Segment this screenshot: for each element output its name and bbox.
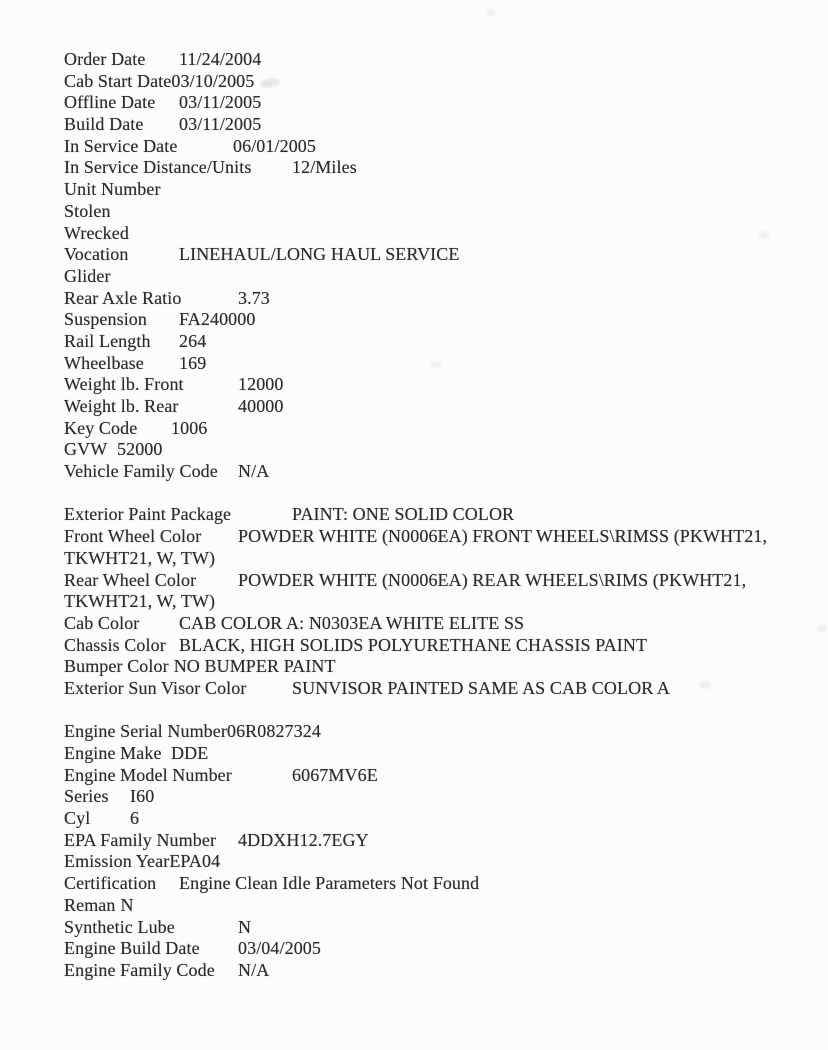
row-engine-serial-number-value: 06R0827324 [226, 721, 321, 742]
row-series-label: Series [64, 786, 109, 807]
row-certification-label: Certification [64, 873, 157, 894]
document-text-block [64, 49, 824, 982]
row-cyl-label: Cyl [64, 808, 91, 829]
row-unit-number-label: Unit Number [64, 179, 161, 200]
row-bumper-color-label: Bumper Color [64, 656, 169, 677]
row-in-service-date [64, 136, 824, 158]
row-engine-serial-number [64, 721, 824, 743]
row-cab-color-value: CAB COLOR A: N0303EA WHITE ELITE SS [179, 612, 525, 633]
row-weight-front [64, 374, 824, 396]
row-wheelbase-value: 169 [179, 352, 207, 373]
row-vocation-label: Vocation [64, 244, 129, 265]
row-gvw-label: GVW [64, 439, 108, 460]
row-bumper-color [64, 656, 824, 678]
row-suspension [64, 309, 824, 331]
row-reman [64, 895, 824, 917]
row-series-value: I60 [130, 786, 155, 807]
row-weight-rear-label: Weight lb. Rear [64, 396, 179, 416]
row-synthetic-lube [64, 917, 824, 939]
row-build-date-value: 03/11/2005 [179, 114, 262, 135]
row-engine-model-number-value: 6067MV6E [292, 764, 378, 785]
row-rear-wheel-color-label: Rear Wheel Color [64, 569, 197, 590]
row-offline-date-label: Offline Date [64, 92, 156, 113]
row-order-date-label: Order Date [64, 49, 146, 69]
row-wrecked [64, 223, 824, 245]
row-in-service-distance [64, 157, 824, 179]
row-chassis-color-value: BLACK, HIGH SOLIDS POLYURETHANE CHASSIS PAINT [179, 634, 648, 655]
row-front-wheel-color-wrap-text: TKWHT21, W, TW) [64, 547, 216, 568]
row-engine-family-code-label: Engine Family Code [64, 959, 215, 980]
row-front-wheel-color-value: POWDER WHITE (N0006EA) FRONT WHEELS\RIMSS (PKWHT21, [238, 526, 768, 547]
row-weight-front-label: Weight lb. Front [64, 374, 184, 395]
row-certification-value: Engine Clean Idle Parameters Not Found [179, 873, 480, 894]
row-exterior-paint-package-value: PAINT: ONE SOLID COLOR [292, 504, 515, 525]
row-stolen [64, 201, 824, 223]
row-front-wheel-color-label: Front Wheel Color [64, 526, 202, 547]
row-engine-serial-number-label: Engine Serial Number [64, 721, 227, 742]
row-emission-year-value: EPA04 [169, 851, 221, 872]
row-rear-axle-ratio [64, 288, 824, 310]
row-reman-label: Reman [64, 894, 116, 915]
row-in-service-date-label: In Service Date [64, 135, 178, 156]
row-engine-model-number [64, 765, 824, 787]
row-rear-axle-ratio-value: 3.73 [238, 287, 270, 308]
row-cyl-value: 6 [130, 808, 140, 829]
row-epa-family-number-value: 4DDXH12.7EGY [238, 829, 369, 850]
row-emission-year-label: Emission Year [64, 851, 170, 872]
row-glider-label: Glider [64, 265, 111, 286]
row-build-date [64, 114, 824, 136]
row-wheelbase-label: Wheelbase [64, 352, 144, 373]
row-weight-rear-value: 40000 [238, 396, 284, 416]
row-wheelbase [64, 353, 824, 375]
row-reman-value: N [120, 894, 134, 915]
row-cab-start-date-value: 03/10/2005 [171, 70, 255, 91]
row-rear-wheel-color-value: POWDER WHITE (N0006EA) REAR WHEELS\RIMS (PKWHT21, [238, 569, 747, 590]
row-emission-year [64, 851, 824, 873]
row-vehicle-family-code-label: Vehicle Family Code [64, 461, 218, 482]
row-gvw-value: 52000 [117, 439, 163, 460]
row-key-code-value: 1006 [171, 417, 208, 438]
row-synthetic-lube-label: Synthetic Lube [64, 916, 175, 937]
row-rear-axle-ratio-label: Rear Axle Ratio [64, 287, 182, 308]
row-epa-family-number-label: EPA Family Number [64, 829, 217, 850]
row-front-wheel-color [64, 526, 824, 548]
row-cab-start-date [64, 71, 824, 93]
row-weight-front-value: 12000 [238, 374, 284, 395]
row-certification [64, 873, 824, 895]
scan-smudge [486, 10, 496, 16]
row-key-code-label: Key Code [64, 417, 138, 438]
row-engine-build-date-value: 03/04/2005 [238, 938, 322, 959]
row-engine-make-label: Engine Make [64, 743, 162, 763]
row-epa-family-number [64, 830, 824, 852]
row-wrecked-label: Wrecked [64, 222, 129, 243]
row-exterior-sun-visor-color-value: SUNVISOR PAINTED SAME AS CAB COLOR A [292, 677, 671, 698]
row-exterior-paint-package [64, 504, 824, 526]
blank-line [64, 483, 824, 505]
row-vehicle-family-code-value: N/A [238, 461, 270, 482]
row-stolen-label: Stolen [64, 200, 111, 221]
row-engine-family-code-value: N/A [238, 959, 270, 980]
row-exterior-sun-visor-color [64, 678, 824, 700]
row-front-wheel-color-wrap [64, 548, 824, 570]
row-chassis-color [64, 635, 824, 657]
row-vocation [64, 244, 824, 266]
row-engine-build-date [64, 938, 824, 960]
row-vehicle-family-code [64, 461, 824, 483]
row-suspension-label: Suspension [64, 309, 148, 330]
row-weight-rear [64, 396, 824, 418]
row-order-date [64, 49, 824, 71]
row-rear-wheel-color [64, 570, 824, 592]
row-glider [64, 266, 824, 288]
row-suspension-value: FA240000 [179, 309, 256, 330]
row-rail-length-label: Rail Length [64, 330, 151, 351]
row-in-service-distance-value: 12/Miles [292, 157, 357, 178]
row-engine-make [64, 743, 824, 765]
row-key-code [64, 418, 824, 440]
row-bumper-color-value: NO BUMPER PAINT [173, 656, 336, 677]
row-vocation-value: LINEHAUL/LONG HAUL SERVICE [179, 244, 460, 265]
row-offline-date-value: 03/11/2005 [179, 92, 262, 113]
row-unit-number [64, 179, 824, 201]
row-in-service-date-value: 06/01/2005 [233, 135, 317, 156]
row-engine-make-value: DDE [171, 743, 209, 763]
row-rail-length-value: 264 [179, 330, 207, 351]
row-engine-family-code [64, 960, 824, 982]
blank-line [64, 700, 824, 722]
row-cab-color-label: Cab Color [64, 612, 140, 633]
row-in-service-distance-label: In Service Distance/Units [64, 157, 252, 178]
row-cab-color [64, 613, 824, 635]
row-rear-wheel-color-wrap [64, 591, 824, 613]
row-offline-date [64, 92, 824, 114]
row-synthetic-lube-value: N [238, 916, 252, 937]
row-engine-model-number-label: Engine Model Number [64, 764, 232, 785]
row-series [64, 786, 824, 808]
row-exterior-sun-visor-color-label: Exterior Sun Visor Color [64, 677, 247, 698]
row-order-date-value: 11/24/2004 [179, 49, 262, 69]
row-exterior-paint-package-label: Exterior Paint Package [64, 504, 232, 525]
row-gvw [64, 439, 824, 461]
row-cab-start-date-label: Cab Start Date [64, 70, 172, 91]
row-chassis-color-label: Chassis Color [64, 634, 166, 655]
row-build-date-label: Build Date [64, 114, 144, 135]
row-rear-wheel-color-wrap-text: TKWHT21, W, TW) [64, 591, 216, 612]
row-cyl [64, 808, 824, 830]
row-engine-build-date-label: Engine Build Date [64, 938, 200, 959]
row-rail-length [64, 331, 824, 353]
